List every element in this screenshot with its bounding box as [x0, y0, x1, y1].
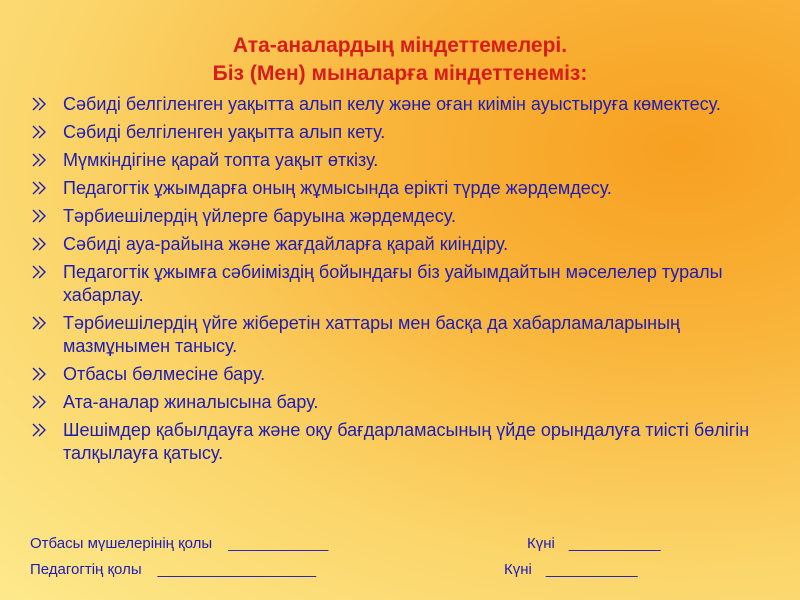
bullet-icon: [32, 395, 46, 409]
title-line-2: Біз (Мен) мыналарға міндеттенеміз:: [212, 62, 588, 85]
title-line-1: Ата-аналардың міндеттемелері.: [232, 34, 568, 57]
list-item-text: Ата-аналар жиналысына бару.: [63, 392, 319, 412]
family-date-line: ___________: [568, 535, 661, 552]
list-item: [32, 391, 782, 414]
teacher-signature-label: Педагогтің қолы: [30, 561, 142, 578]
list-item: [32, 93, 782, 116]
family-date-label: Күні: [527, 535, 555, 552]
list-item: [32, 363, 782, 386]
bullet-icon: [32, 153, 46, 167]
list-item: [32, 149, 782, 172]
list-item: [32, 121, 782, 144]
bullet-icon: [32, 125, 46, 139]
bullet-icon: [32, 423, 46, 437]
list-item: [32, 177, 782, 200]
list-item-text: Педагогтік ұжымға сәбиіміздің бойындағы біз уайымдайтын мәселелер туралы хабарлау.: [63, 262, 723, 305]
family-signature-label: Отбасы мүшелерінің қолы: [30, 535, 213, 552]
list-item: [32, 205, 782, 228]
bullet-icon: [32, 181, 46, 195]
teacher-date-line: ___________: [545, 561, 638, 578]
list-item-text: Мүмкіндігіне қарай топта уақыт өткізу.: [63, 150, 379, 170]
bullet-icon: [32, 316, 46, 330]
bullet-icon: [32, 265, 46, 279]
list-item-text: Тәрбиешілердің үйге жіберетін хаттары мен басқа да хабарламаларының мазмұнымен танысу.: [63, 313, 680, 356]
list-item-text: Сәбиді белгіленген уақытта алып келу және оған киімін ауыстыруға көмектесу.: [63, 94, 721, 114]
list-item-text: Тәрбиешілердің үйлерге баруына жәрдемдесу.: [63, 206, 457, 226]
list-item: [32, 419, 782, 465]
obligations-list: [32, 93, 782, 470]
list-item: [32, 261, 782, 307]
family-signature-line: ____________: [228, 535, 329, 552]
bullet-icon: [32, 97, 46, 111]
bullet-icon: [32, 367, 46, 381]
list-item: [32, 312, 782, 358]
page-title: [0, 32, 800, 88]
list-item-text: Сәбиді ауа-райына және жағдайларға қарай киіндіру.: [63, 234, 509, 254]
family-signature-row: [30, 535, 661, 553]
family-date-group: [527, 535, 661, 553]
bullet-icon: [32, 237, 46, 251]
list-item-text: Отбасы бөлмесіне бару.: [63, 364, 266, 384]
teacher-signature-line: ___________________: [157, 561, 317, 578]
teacher-date-group: [504, 561, 638, 579]
list-item-text: Педагогтік ұжымдарға оның жұмысында ерікті түрде жәрдемдесу.: [63, 178, 612, 198]
list-item-text: Шешімдер қабылдауға және оқу бағдарламасының үйде орындалуға тиісті бөлігін талқылауға қатысу.: [63, 420, 750, 463]
list-item-text: Сәбиді белгіленген уақытта алып кету.: [63, 122, 386, 142]
teacher-signature-row: [30, 561, 638, 579]
list-item: [32, 233, 782, 256]
teacher-date-label: Күні: [504, 561, 532, 578]
bullet-icon: [32, 209, 46, 223]
